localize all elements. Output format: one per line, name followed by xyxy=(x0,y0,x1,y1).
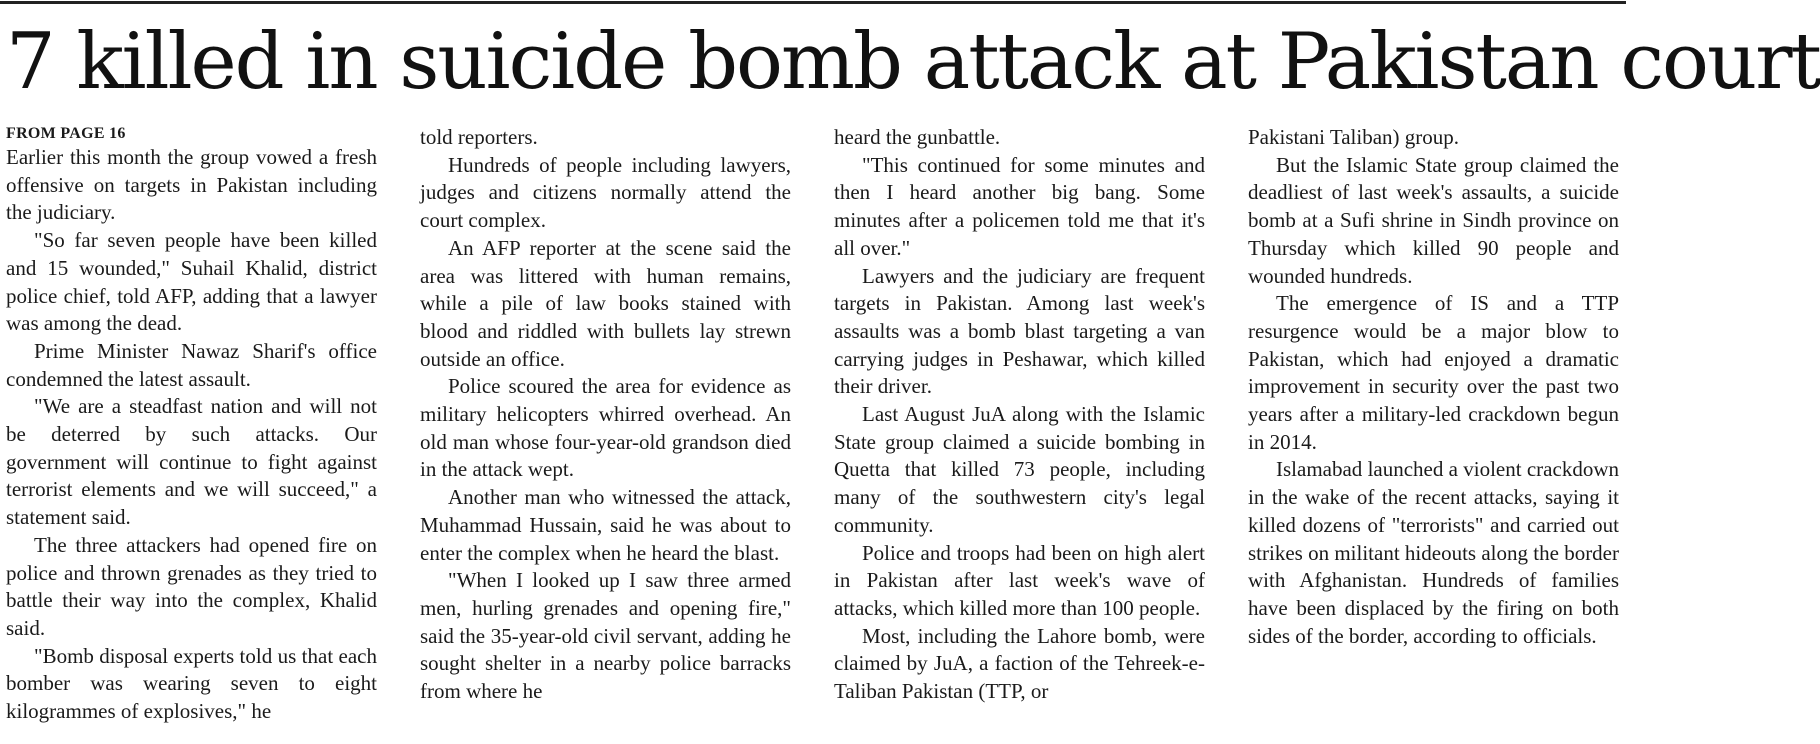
paragraph: Pakistani Taliban) group. xyxy=(1248,125,1460,149)
paragraph: told reporters. xyxy=(420,125,538,149)
paragraph: Another man who witnessed the attack, Muhammad Hussain, said he was about to enter the complex when he heard the blast. xyxy=(420,485,791,565)
paragraph: Prime Minister Nawaz Sharif's office condemned the latest assault. xyxy=(6,338,377,391)
paragraph: Lawyers and the judiciary are frequent targets in Pakistan. Among last week's assaults was a bomb blast targeting a van carrying judges in Peshawar, which killed their driver. xyxy=(834,263,1205,399)
article-column-3 xyxy=(834,124,1205,744)
paragraph: Police and troops had been on high alert in Pakistan after last week's wave of attacks, which killed more than 100 people. xyxy=(834,540,1205,620)
paragraph: Earlier this month the group vowed a fresh offensive on targets in Pakistan including the judiciary. xyxy=(6,145,377,225)
paragraph: Police scoured the area for evidence as military helicopters whirred overhead. An old man whose four-year-old grandson died in the attack wept. xyxy=(420,374,791,482)
article-column-2 xyxy=(420,124,791,744)
article-column-4 xyxy=(1248,124,1619,744)
paragraph: Most, including the Lahore bomb, were claimed by JuA, a faction of the Tehreek-e-Taliban Pakistan (TTP, or xyxy=(834,623,1205,704)
paragraph: Islamabad launched a violent crackdown in the wake of the recent attacks, saying it killed dozens of "terrorists" and carried out strikes on militant hideouts along the border with Afghanistan. Hundreds of families have been displaced by the firing on both sides of the border, according to officials. xyxy=(1248,457,1619,648)
paragraph: "When I looked up I saw three armed men, hurling grenades and opening fire," said the 35-year-old civil servant, adding he sought shelter in a nearby police barracks from where he xyxy=(420,568,791,704)
paragraph: "So far seven people have been killed and 15 wounded," Suhail Khalid, district police chief, told AFP, adding that a lawyer was among the dead. xyxy=(6,228,377,336)
paragraph: "We are a steadfast nation and will not be deterred by such attacks. Our government will continue to fight against terrorist elements and we will succeed," a statement said. xyxy=(6,394,377,530)
headline: 7 killed in suicide bomb attack at Pakistan court xyxy=(6,17,1820,107)
paragraph: "Bomb disposal experts told us that each bomber was wearing seven to eight kilogrammes of explosives," he xyxy=(6,643,377,724)
paragraph: The emergence of IS and a TTP resurgence would be a major blow to Pakistan, which had enjoyed a dramatic improvement in security over the past two years after a military-led crackdown begun in 2014. xyxy=(1248,291,1619,454)
article-column-1 xyxy=(6,124,377,744)
paragraph: heard the gunbattle. xyxy=(834,125,1001,149)
top-rule xyxy=(0,1,1626,4)
paragraph: The three attackers had opened fire on police and thrown grenades as they tried to battle their way into the complex, Khalid said. xyxy=(6,532,377,640)
paragraph: Last August JuA along with the Islamic State group claimed a suicide bombing in Quetta that killed 73 people, including many of the southwestern city's legal community. xyxy=(834,402,1205,537)
article-columns xyxy=(6,124,1626,744)
jump-line: FROM PAGE 16 xyxy=(6,125,126,142)
paragraph: Hundreds of people including lawyers, judges and citizens normally attend the court complex. xyxy=(420,152,791,233)
paragraph: But the Islamic State group claimed the deadliest of last week's assaults, a suicide bomb at a Sufi shrine in Sindh province on Thursday which killed 90 people and wounded hundreds. xyxy=(1248,152,1619,288)
paragraph: "This continued for some minutes and then I heard another big bang. Some minutes after a policemen told me that it's all over." xyxy=(834,152,1205,260)
paragraph: An AFP reporter at the scene said the area was littered with human remains, while a pile of law books stained with blood and riddled with bullets lay strewn outside an office. xyxy=(420,235,791,371)
